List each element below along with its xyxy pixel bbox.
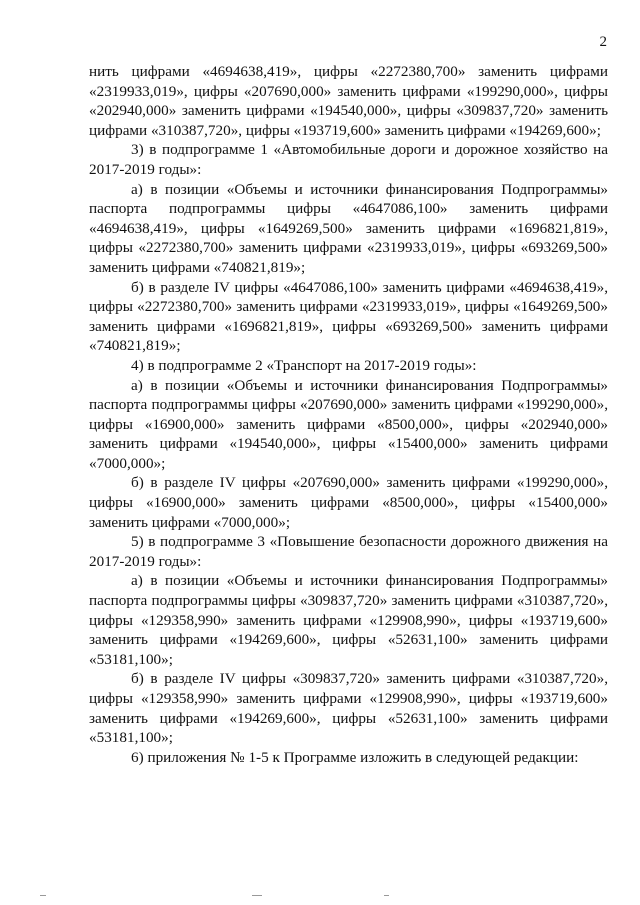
scan-artifact-marks	[0, 895, 640, 899]
document-body	[89, 62, 608, 767]
paragraph-continuation: нить цифрами «4694638,419», цифры «2272380,700» заменить цифрами «2319933,019», цифры «207690,000» заменить цифрами «199290,000», цифры «202940,000» заменить цифрами «194540,000», цифры «309837,720» заменить цифрами «310387,720», цифры «193719,600» заменить цифрами «194269,600»;	[89, 63, 608, 139]
scan-mark	[384, 895, 389, 896]
paragraph-item-5a: а) в позиции «Объемы и источники финансирования Подпрограммы» паспорта подпрограммы цифры «309837,720» заменить цифрами «310387,720», цифры «129358,990» заменить цифрами «129908,990», цифры «193719,600» заменить цифрами «194269,600», цифры «52631,100» заменить цифрами «53181,100»;	[89, 572, 608, 668]
paragraph-item-3b: б) в разделе IV цифры «4647086,100» заменить цифрами «4694638,419», цифры «2272380,700» заменить цифрами «2319933,019», цифры «1649269,500» заменить цифрами «1696821,819», цифры «693269,500» заменить цифрами «740821,819»;	[89, 278, 608, 355]
paragraph-item-3a: а) в позиции «Объемы и источники финансирования Подпрограммы» паспорта подпрограммы цифры «4647086,100» заменить цифрами «4694638,419», цифры «1649269,500» заменить цифрами «1696821,819», цифры «2272380,700» заменить цифрами «2319933,019», цифры «693269,500» заменить цифрами «740821,819»;	[89, 180, 608, 276]
paragraph-item-5: 5) в подпрограмме 3 «Повышение безопасности дорожного движения на 2017-2019 годы»:	[89, 533, 608, 570]
paragraph-item-4b: б) в разделе IV цифры «207690,000» заменить цифрами «199290,000», цифры «16900,000» заменить цифрами «8500,000», цифры «15400,000» заменить цифрами «7000,000»;	[89, 474, 608, 531]
paragraph-item-6: 6) приложения № 1-5 к Программе изложить в следующей редакции:	[131, 748, 579, 766]
paragraph-item-3: 3) в подпрограмме 1 «Автомобильные дороги и дорожное хозяйство на 2017-2019 годы»:	[89, 141, 608, 178]
paragraph-item-5b: б) в разделе IV цифры «309837,720» заменить цифрами «310387,720», цифры «129358,990» заменить цифрами «129908,990», цифры «193719,600» заменить цифрами «194269,600», цифры «52631,100» заменить цифрами «53181,100»;	[89, 670, 608, 747]
paragraph-item-4a: а) в позиции «Объемы и источники финансирования Подпрограммы» паспорта подпрограммы цифры «207690,000» заменить цифрами «199290,000», цифры «16900,000» заменить цифрами «8500,000», цифры «202940,000» заменить цифрами «194540,000», цифры «15400,000» заменить цифрами «7000,000»;	[89, 376, 608, 472]
page-number: 2	[599, 34, 607, 50]
scan-mark	[252, 895, 262, 896]
paragraph-item-4: 4) в подпрограмме 2 «Транспорт на 2017-2019 годы»:	[131, 356, 477, 374]
scan-mark	[40, 895, 46, 896]
